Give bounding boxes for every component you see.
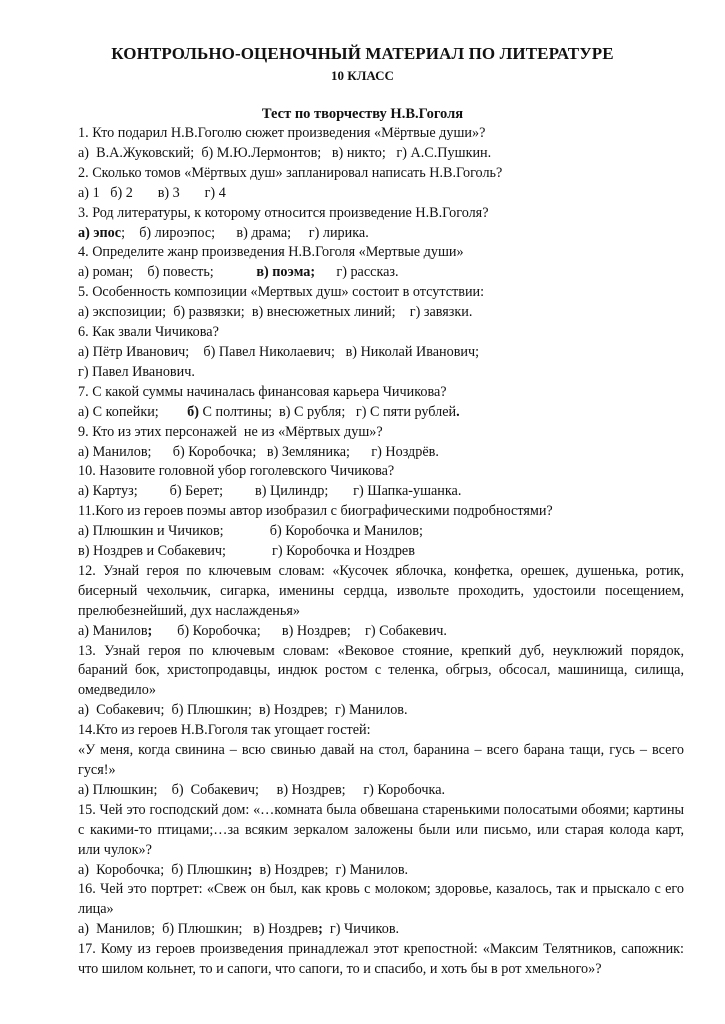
answers-13: а) Собакевич; б) Плюшкин; в) Ноздрев; г) Манилов. [78,702,408,719]
answer-period: . [456,403,460,420]
question-12: 12. Узнай героя по ключевым словам: «Кусочек яблочка, конфетка, орешек, душенька, ротик, бисерный чехольчик, сигарка, именины сердца, извольте проходить, удостоили посещением, прелюбезнейший, дух наслажденья» [78,562,684,619]
answers-7 [78,403,684,423]
answer-part: С полтины; в) С рубля; г) С пяти рублей [198,403,457,420]
answers-4 [78,263,684,283]
answer-part: а) роман; б) повесть; [78,264,257,281]
answer-highlight: б) [187,403,199,420]
answer-highlight: а) эпос [78,224,122,241]
document-title: КОНТРОЛЬНО-ОЦЕНОЧНЫЙ МАТЕРИАЛ ПО ЛИТЕРАТУРЕ [111,44,614,63]
answers-11b: в) Ноздрев и Собакевич; г) Коробочка и Ноздрев [78,543,415,560]
question-7: 7. С какой суммы начиналась финансовая карьера Чичикова? [78,383,447,400]
question-13: 13. Узнай героя по ключевым словам: «Вековое стояние, крепкий дуб, неуклюжий порядок, бараний бок, христопродавцы, индюк ростом с теленка, обгрыз, обсосал, машинища, силища, омедведило» [78,642,684,699]
quote-14: «У меня, когда свинина – всю свинью давай на стол, баранина – всего барана тащи, гусь – всего гуся!» [78,742,684,778]
answers-10: а) Картуз; б) Берет; в) Цилиндр; г) Шапка-ушанка. [78,483,462,500]
question-16: 16. Чей это портрет: «Свеж он был, как кровь с молоком; здоровье, казалось, так и прыскало с его лица» [78,881,684,918]
answers-15 [78,861,684,881]
answer-part: а) Коробочка; б) Плюшкин [78,861,248,878]
test-title: Тест по творчеству Н.В.Гоголя [261,106,464,122]
answers-3 [78,224,684,244]
answer-highlight: ; [147,622,153,639]
question-14: 14.Кто из героев Н.В.Гоголя так угощает гостей: [78,722,371,739]
answer-part: б) Коробочка; в) Ноздрев; г) Собакевич. [152,622,447,639]
question-10: 10. Назовите головной убор гоголевского Чичикова? [78,463,395,480]
answer-highlight: ; [247,861,253,878]
test-body [78,124,684,980]
answers-1: а) В.А.Жуковский; б) М.Ю.Лермонтов; в) никто; г) А.С.Пушкин. [78,144,492,161]
answers-2: а) 1 б) 2 в) 3 г) 4 [78,184,226,201]
question-6: 6. Как звали Чичикова? [78,324,219,341]
question-1: 1. Кто подарил Н.В.Гоголю сюжет произведения «Мёртвые души»? [78,125,486,141]
answers-6a: а) Пётр Иванович; б) Павел Николаевич; в) Николай Иванович; [78,343,480,360]
answer-part: а) Манилов; б) Плюшкин; в) Ноздрев [78,921,319,938]
question-15: 15. Чей это господский дом: «…комната была обвешана старенькими полосатыми обоями; картины с какими-то птицами;…за всяким зеркалом заложены были или письмо, или старая колода карт, или чулок»? [78,801,684,858]
answers-5: а) экспозиции; б) развязки; в) внесюжетных линий; г) завязки. [78,304,473,321]
answers-16 [78,920,684,940]
grade-label: 10 КЛАСС [331,68,394,83]
answers-12 [78,622,684,642]
answers-9: а) Манилов; б) Коробочка; в) Земляника; г) Ноздрёв. [78,443,439,460]
question-9: 9. Кто из этих персонажей не из «Мёртвых душ»? [78,423,383,440]
question-5: 5. Особенность композиции «Мертвых душ» состоит в отсутствии: [78,284,485,301]
answer-part: а) Манилов [78,622,148,639]
question-2: 2. Сколько томов «Мёртвых душ» запланировал написать Н.В.Гоголь? [78,164,503,181]
question-11: 11.Кого из героев поэмы автор изобразил с биографическими подробностями? [78,503,553,520]
answer-highlight: ; [318,921,323,938]
question-3: 3. Род литературы, к которому относится произведение Н.В.Гоголя? [78,204,489,221]
answer-part: в) Ноздрев; г) Манилов. [252,861,409,878]
answer-part: г) Чичиков. [322,921,400,938]
question-17: 17. Кому из героев произведения принадлежал этот крепостной: «Максим Телятников, сапожник: что шилом кольнет, то и сапоги, что сапоги, то и спасибо, и хоть бы в рот хмельного»? [78,941,684,978]
answers-6b: г) Павел Иванович. [78,363,195,380]
answer-part: а) С копейки; [78,403,188,420]
answer-rest: ; б) лироэпос; в) драма; г) лирика. [121,224,369,241]
answer-highlight: в) поэма; [256,264,316,281]
question-4: 4. Определите жанр произведения Н.В.Гоголя «Мертвые души» [78,244,464,261]
answers-14: а) Плюшкин; б) Собакевич; в) Ноздрев; г) Коробочка. [78,781,446,798]
answer-part: г) рассказ. [315,264,399,281]
answers-11a: а) Плюшкин и Чичиков; б) Коробочка и Манилов; [78,523,423,540]
